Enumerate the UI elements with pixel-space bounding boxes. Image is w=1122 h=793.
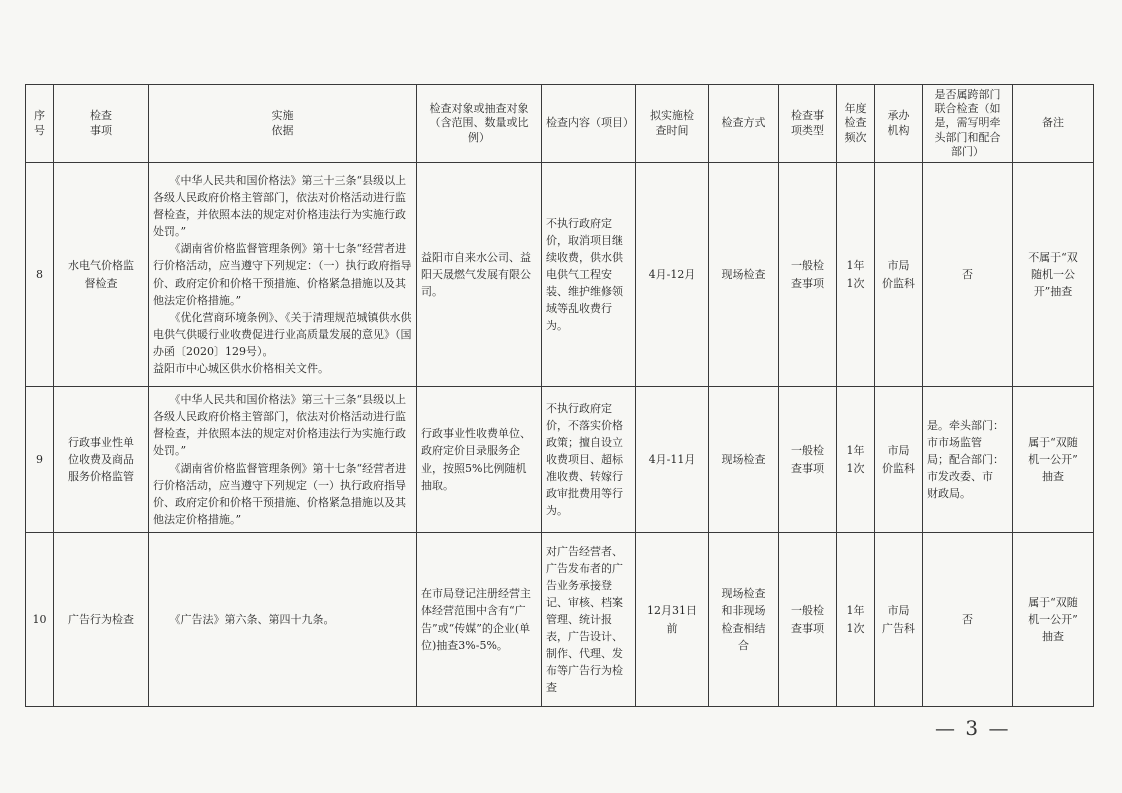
row-freq: 1年 1次 — [837, 163, 875, 387]
inspection-plan-table — [25, 84, 1094, 707]
basis-paragraph: 《湖南省价格监督管理条例》第十七条“经营者进行价格活动，应当遵守下列规定（一）执行政府指导价、政府定价和价格干预措施、价格紧急措施以及其他法定价格措施。” — [153, 461, 407, 526]
basis-paragraph: 益阳市中心城区供水价格相关文件。 — [153, 361, 329, 375]
row-target: 行政事业性收费单位、政府定价目录服务企业，按照5%比例随机抽取。 — [417, 387, 542, 533]
row-method: 现场检查 和非现场 检查相结 合 — [709, 533, 779, 707]
header-item: 检查 事项 — [54, 85, 149, 163]
row-item: 水电气价格监 督检查 — [54, 163, 149, 387]
row-item: 广告行为检查 — [54, 533, 149, 707]
row-type: 一般检 查事项 — [779, 533, 837, 707]
basis-paragraph: 《湖南省价格监督管理条例》第十七条“经营者进行价格活动，应当遵守下列规定：（一）执行政府指导价、政府定价和价格干预措施、价格紧急措施以及其他法定价格措施。” — [153, 242, 412, 307]
row-basis — [149, 533, 417, 707]
header-org: 承办 机构 — [875, 85, 923, 163]
row-remark: 属于“双随 机一公开” 抽查 — [1013, 387, 1094, 533]
header-time: 拟实施检 查时间 — [636, 85, 709, 163]
row-content: 不执行政府定价，取消项目继续收费，供水供电供气工程安装、维护维修领域等乱收费行为。 — [542, 163, 636, 387]
basis-paragraph: 《中华人民共和国价格法》第三十三条“县级以上各级人民政府价格主管部门，依法对价格活动进行监督检查，并依照本法的规定对价格违法行为实施行政处罚。” — [153, 174, 407, 239]
header-basis: 实施 依据 — [149, 85, 417, 163]
row-type: 一般检 查事项 — [779, 163, 837, 387]
page-number: — 3 — — [935, 716, 1011, 740]
row-no: 8 — [26, 163, 54, 387]
row-no: 10 — [26, 533, 54, 707]
row-remark: 不属于“双 随机一公 开”抽查 — [1013, 163, 1094, 387]
row-target: 益阳市自来水公司、益阳天晟燃气发展有限公司。 — [417, 163, 542, 387]
table-row — [26, 163, 1094, 387]
row-basis — [149, 163, 417, 387]
row-basis — [149, 387, 417, 533]
row-type: 一般检 查事项 — [779, 387, 837, 533]
row-time: 4月-12月 — [636, 163, 709, 387]
row-freq: 1年 1次 — [837, 387, 875, 533]
row-time: 4月-11月 — [636, 387, 709, 533]
row-item: 行政事业性单 位收费及商品 服务价格监管 — [54, 387, 149, 533]
row-cross: 否 — [923, 533, 1013, 707]
row-no: 9 — [26, 387, 54, 533]
basis-paragraph: 《广告法》第六条、第四十九条。 — [169, 612, 335, 626]
header-freq: 年度 检查 频次 — [837, 85, 875, 163]
header-content: 检查内容（项目） — [542, 85, 636, 163]
table-header-row — [26, 85, 1094, 163]
header-remark: 备注 — [1013, 85, 1094, 163]
row-method: 现场检查 — [709, 387, 779, 533]
header-method: 检查方式 — [709, 85, 779, 163]
row-content: 不执行政府定价，不落实价格政策；擅自设立收费项目、超标准收费、转嫁行政审批费用等行为。 — [542, 387, 636, 533]
row-org: 市局 广告科 — [875, 533, 923, 707]
row-target: 在市局登记注册经营主体经营范围中含有“广告”或“传媒”的企业(单位)抽查3%-5%。 — [417, 533, 542, 707]
basis-paragraph: 《中华人民共和国价格法》第三十三条“县级以上各级人民政府价格主管部门，依法对价格活动进行监督检查，并依照本法的规定对价格违法行为实施行政处罚。” — [153, 393, 407, 458]
table-row — [26, 533, 1094, 707]
row-org: 市局 价监科 — [875, 163, 923, 387]
header-cross: 是否属跨部门 联合检查（如 是，需写明牵 头部门和配合 部门） — [923, 85, 1013, 163]
row-org: 市局 价监科 — [875, 387, 923, 533]
row-cross: 是。牵头部门： 市市场监管 局；配合部门： 市发改委、市 财政局。 — [923, 387, 1013, 533]
row-time: 12月31日 前 — [636, 533, 709, 707]
row-remark: 属于“双随 机一公开” 抽查 — [1013, 533, 1094, 707]
row-method: 现场检查 — [709, 163, 779, 387]
basis-paragraph: 《优化营商环境条例》、《关于清理规范城镇供水供电供气供暖行业收费促进行业高质量发展的意见》（国办函〔2020〕129号）。 — [153, 310, 412, 358]
table-row — [26, 387, 1094, 533]
header-type: 检查事 项类型 — [779, 85, 837, 163]
header-target: 检查对象或抽查对象 （含范围、数量或比 例） — [417, 85, 542, 163]
header-no: 序 号 — [26, 85, 54, 163]
row-content: 对广告经营者、广告发布者的广告业务承接登记、审核、档案管理、统计报表，广告设计、制作、代理、发布等广告行为检查 — [542, 533, 636, 707]
row-freq: 1年 1次 — [837, 533, 875, 707]
row-cross: 否 — [923, 163, 1013, 387]
